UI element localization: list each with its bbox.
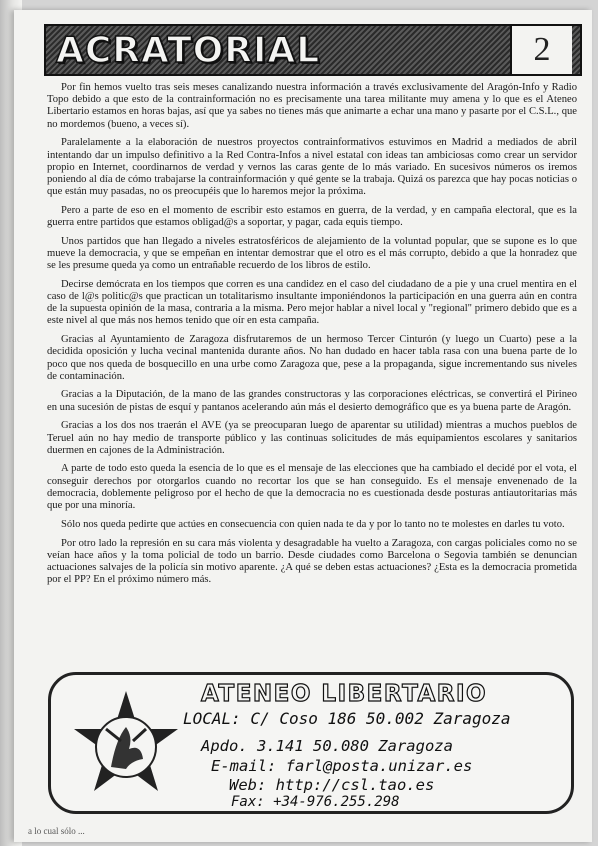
web-line: Web: http://csl.tao.es xyxy=(229,776,435,794)
paragraph: A parte de todo esto queda la esencia de lo que es el mensaje de las elecciones que ha cambiado el decidé por el vota, el conseguir derechos por otorgarlos cuando no recortar los que se han conseguido. Es el mensaje envenenado de la democracia, doblemente peligroso por el hecho de que la democracia no es cuestionada desde posturas antiautoritarias más que por una minoría. xyxy=(47,463,577,512)
po-box-line: Apdo. 3.141 50.080 Zaragoza xyxy=(201,737,453,755)
email-line: E-mail: farl@posta.unizar.es xyxy=(211,757,473,775)
paragraph: Sólo nos queda pedirte que actúes en consecuencia con quien nada te da y por lo tanto no te molestes en darles tu voto. xyxy=(61,518,565,530)
article-body xyxy=(47,82,577,593)
paragraph: Pero a parte de eso en el momento de escribir esto estamos en guerra, de la verdad, y en campaña electoral, que es la guerra entre partidos que estamos obligad@s a soportar, y pagar, cada equis tiempo. xyxy=(47,204,577,229)
address-line: LOCAL: C/ Coso 186 50.002 Zaragoza xyxy=(183,709,511,728)
paragraph: Gracias al Ayuntamiento de Zaragoza disfrutaremos de un hermoso Tercer Cinturón (y luego un Cuarto) pese a la decidida oposición y lucha vecinal mantenida durante años. No han dudado en hacer tabla rasa con una buena parte de lo poco que nos queda de bosquecillo en una urbe como Zaragoza que, pese a la propaganda, sigue incrementando sus niveles de contaminación. xyxy=(47,334,577,382)
paragraph: Decirse demócrata en los tiempos que corren es una candidez en el caso del ciudadano de a pie y una cruel mentira en el caso de l@s politic@s que practican un totalitarismo insultante imponiéndonos la participación en una guerra aún en contra de la supuesta opinión de la masa, contraria a la misma. Pero mejor hablar a nivel local y "regional" primero debido que es a este nivel al que más nos hemos tenido que oír en esta campaña. xyxy=(47,278,577,327)
paragraph: Gracias a la Diputación, de la mano de las grandes constructoras y las corporaciones eléctricas, se convertirá el Pirineo en una sucesión de pistas de esquí y pantanos acelerando aún más el desierto demográfico que es ya buena parte de Aragón. xyxy=(47,389,577,413)
header-title: ACRATORIAL xyxy=(56,30,321,71)
paragraph: Unos partidos que han llegado a niveles estratosféricos de alejamiento de la voluntad popular, que se supone es lo que mueve la democracia, y que se empeñan en intentar demostrar que el otro es el más corrupto, debido a que la honradez que se les presume queda ya como un entrañable recuerdo de los libros de estilo. xyxy=(47,235,577,272)
page-number: 2 xyxy=(510,26,572,74)
star-emblem-icon xyxy=(71,689,181,799)
org-name: ATENEO LIBERTARIO xyxy=(201,681,488,707)
paragraph: Paralelamente a la elaboración de nuestros proyectos contrainformativos estuvimos en Madrid a mediados de abril intentando dar un impulso definitivo a la Red Contra-Infos a nivel estatal con ideas tan ambiciosas como crear un servidor propio en Internet, coordinarnos de verdad y vernos las caras gente de lo más variado. En sucesivos números os iremos poniendo al día de cómo trabajarse la contrainformación y qué gente se la trabaja. Quizá os parezca que hay pocas noticias o que están muy pasadas, no os preocupéis que lo haremos mejor la próxima. xyxy=(47,137,577,198)
paragraph: Por otro lado la represión en su cara más violenta y desagradable ha vuelto a Zaragoza, con cargas policiales como no se veían hace años y la toma policial de todo un barrio. Desde ciudades como Barcelona o Segovia también se denuncian actuaciones salvajes de la policía sin motivo aparente. ¿A qué se deben estas actuaciones? ¿Esta es la democracia prometida por el PP? En el próximo número más. xyxy=(47,537,577,586)
header-banner xyxy=(44,24,582,76)
contact-banner xyxy=(48,672,574,814)
fax-line: Fax: +34-976.255.298 xyxy=(231,794,400,810)
paragraph: Por fin hemos vuelto tras seis meses canalizando nuestra información a través exclusivamente del Aragón-Info y Radio Topo debido a que esto de la contrainformación no es precisamente una tarea militante muy amena y lo que es el Ateneo Libertario estamos en horas bajas, así que ya sabes no tienes más que animarte a echar una mano y pasarte por el C.S.L., que no mordemos (bueno, a veces sí). xyxy=(47,82,577,130)
footer-text: a lo cual sólo ... xyxy=(28,826,85,836)
paragraph: Gracias a los dos nos traerán el AVE (ya se preocuparan luego de aparentar su utilidad) mientras a muchos pueblos de Teruel aún no hay medio de transporte público y las continuas solicitudes de más equipamientos escolares y sanitarios duermen en cajones de la Administración. xyxy=(47,420,577,456)
